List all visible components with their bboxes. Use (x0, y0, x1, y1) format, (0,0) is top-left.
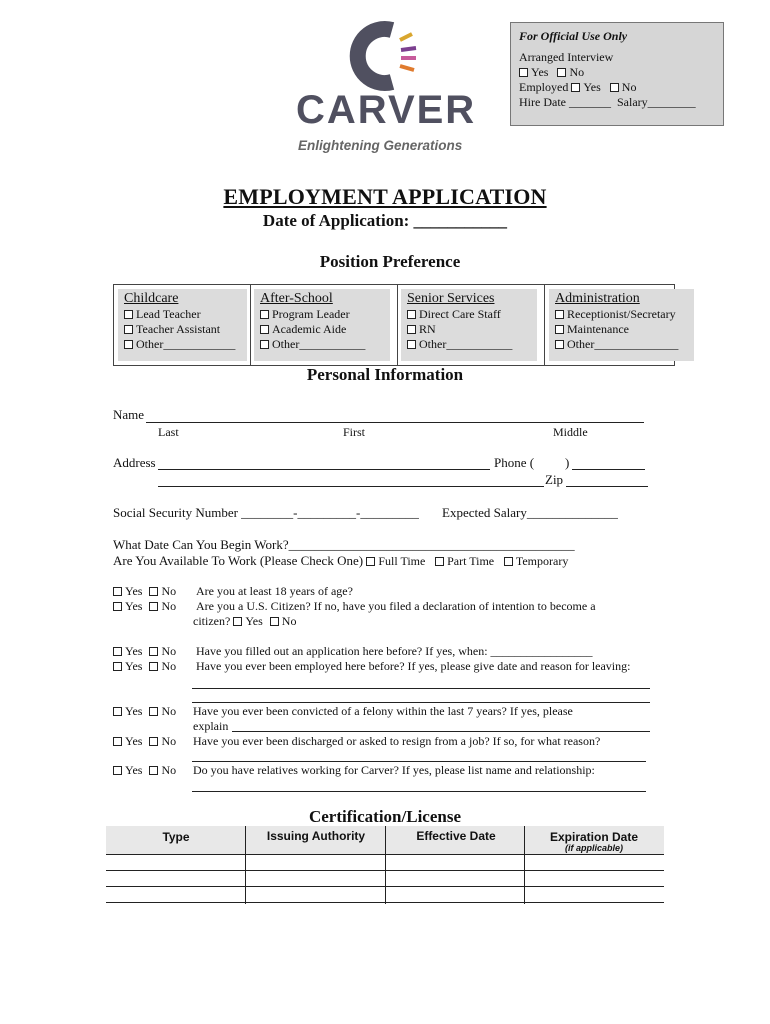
official-title: For Official Use Only (519, 29, 628, 43)
receptionist-label: Receptionist/Secretary (567, 307, 676, 321)
childcare-heading: Childcare (124, 291, 179, 306)
cert-row-line[interactable] (106, 854, 664, 855)
temporary-checkbox[interactable] (504, 557, 513, 566)
felony-no-checkbox[interactable] (149, 707, 158, 716)
position-column-after-school (254, 289, 390, 361)
phone-label: Phone ( (494, 455, 535, 470)
teacher-assistant-label: Teacher Assistant (136, 322, 221, 336)
cert-divider (524, 826, 525, 904)
availability-row (113, 553, 568, 569)
declaration-no-checkbox[interactable] (270, 617, 279, 626)
position-preference-heading: Position Preference (319, 252, 461, 271)
column-divider (544, 285, 545, 365)
direct-care-staff-checkbox[interactable] (407, 310, 416, 319)
name-middle-sublabel: Middle (553, 425, 588, 439)
expected-salary-field[interactable]: Expected Salary______________ (442, 505, 618, 520)
lead-teacher-checkbox[interactable] (124, 310, 133, 319)
no-label: No (161, 734, 177, 748)
direct-care-staff-label: Direct Care Staff (419, 307, 501, 321)
no-label: No (161, 763, 177, 777)
senior-other-label: Other___________ (419, 337, 513, 351)
employed-yes-label: Yes (583, 80, 601, 94)
question-relatives-text: Do you have relatives working for Carver? If yes, please list name and relationship: (193, 763, 595, 777)
relatives-yes-checkbox[interactable] (113, 766, 122, 775)
cert-note: (if applicable) (564, 843, 623, 853)
discharged-yes-checkbox[interactable] (113, 737, 122, 746)
yes-label: Yes (125, 763, 143, 777)
applied-no-checkbox[interactable] (149, 647, 158, 656)
address-label: Address (113, 455, 156, 470)
carver-logo (296, 18, 476, 158)
name-last-sublabel: Last (158, 425, 179, 439)
yes-label: Yes (125, 659, 143, 673)
position-column-senior-services (401, 289, 537, 361)
availability-label: Are You Available To Work (Please Check One) (113, 553, 364, 568)
employed-before-no-checkbox[interactable] (149, 662, 158, 671)
age-no-checkbox[interactable] (149, 587, 158, 596)
ssn-field[interactable]: Social Security Number ________-_________-_________ (113, 505, 419, 520)
administration-heading: Administration (555, 291, 640, 306)
position-preference-table (113, 284, 679, 366)
question-row-applied (113, 644, 176, 659)
cert-col-type: Type (162, 830, 190, 844)
employed-answer-line-1[interactable] (192, 688, 650, 689)
admin-other-checkbox[interactable] (555, 340, 564, 349)
arranged-yes-checkbox[interactable] (519, 68, 528, 77)
age-yes-checkbox[interactable] (113, 587, 122, 596)
program-leader-checkbox[interactable] (260, 310, 269, 319)
hire-date-field[interactable]: Hire Date _______ (519, 95, 611, 109)
salary-field[interactable]: Salary________ (616, 95, 696, 109)
date-of-application[interactable]: Date of Application: ___________ (262, 211, 508, 230)
academic-aide-label: Academic Aide (272, 322, 347, 336)
after-school-other-label: Other___________ (272, 337, 366, 351)
temporary-label: Temporary (515, 554, 569, 568)
question-citizen-text: Are you a U.S. Citizen? If no, have you filed a declaration of intention to become a (196, 599, 596, 613)
yes-label: Yes (125, 584, 143, 598)
cert-row-line[interactable] (106, 870, 664, 871)
employed-yes-checkbox[interactable] (571, 83, 580, 92)
admin-other-label: Other______________ (567, 337, 679, 351)
question-felony-explain: explain (193, 719, 229, 733)
employed-answer-line-2[interactable] (192, 702, 650, 703)
cert-col-issuing-authority: Issuing Authority (266, 829, 366, 843)
cert-col-effective-date: Effective Date (416, 829, 496, 843)
yes-label: Yes (125, 599, 143, 613)
lead-teacher-label: Lead Teacher (136, 307, 201, 321)
zip-label: Zip (545, 472, 564, 487)
full-time-label: Full Time (378, 554, 426, 568)
question-18-text: Are you at least 18 years of age? (196, 584, 353, 598)
academic-aide-checkbox[interactable] (260, 325, 269, 334)
no-label: No (161, 599, 177, 613)
question-felony-text: Have you ever been convicted of a felony within the last 7 years? If yes, please (193, 704, 573, 718)
name-first-sublabel: First (343, 425, 366, 439)
declaration-yes-checkbox[interactable] (233, 617, 242, 626)
employed-no-label: No (621, 80, 637, 94)
carver-c-icon (348, 20, 420, 92)
employed-before-yes-checkbox[interactable] (113, 662, 122, 671)
no-label: No (161, 644, 177, 658)
senior-other-checkbox[interactable] (407, 340, 416, 349)
tagline: Enlightening Generations (298, 138, 463, 153)
phone-close: ) (565, 455, 570, 470)
relatives-no-checkbox[interactable] (149, 766, 158, 775)
arranged-no-label: No (569, 65, 585, 79)
full-time-checkbox[interactable] (366, 557, 375, 566)
no-label: No (281, 614, 297, 628)
program-leader-label: Program Leader (272, 307, 350, 321)
begin-work-field[interactable]: What Date Can You Begin Work?____________________________________________ (113, 537, 575, 552)
arranged-no-checkbox[interactable] (557, 68, 566, 77)
teacher-assistant-checkbox[interactable] (124, 325, 133, 334)
arranged-interview-label: Arranged Interview (519, 50, 614, 64)
arranged-yes-label: Yes (531, 65, 549, 79)
name-label: Name (113, 407, 145, 422)
citizen-yes-checkbox[interactable] (113, 602, 122, 611)
childcare-other-label: Other____________ (136, 337, 236, 351)
question-row-discharged (113, 734, 176, 749)
relatives-answer-line[interactable] (192, 791, 646, 792)
maintenance-label: Maintenance (567, 322, 629, 336)
part-time-checkbox[interactable] (435, 557, 444, 566)
position-column-administration (549, 289, 694, 361)
question-applied-text: Have you filled out an application here before? If yes, when: _________________ (196, 644, 593, 658)
phone-line[interactable] (572, 469, 645, 470)
rn-label: RN (419, 322, 436, 336)
official-use-box (510, 22, 724, 126)
citizen-declaration-label: citizen? (193, 614, 231, 628)
question-row-citizen (113, 599, 176, 614)
question-row-employed (113, 659, 176, 674)
yes-label: Yes (245, 614, 263, 628)
no-label: No (161, 584, 177, 598)
maintenance-checkbox[interactable] (555, 325, 564, 334)
cert-col-expiration-date: Expiration Date (549, 830, 639, 844)
yes-label: Yes (125, 704, 143, 718)
column-divider (250, 285, 251, 365)
cert-row-line[interactable] (106, 886, 664, 887)
address-line[interactable] (158, 469, 490, 470)
senior-services-heading: Senior Services (407, 291, 495, 306)
question-row-felony (113, 704, 176, 719)
certification-heading: Certification/License (308, 807, 461, 826)
rn-checkbox[interactable] (407, 325, 416, 334)
question-employed-text: Have you ever been employed here before? If yes, please give date and reason for leaving: (196, 659, 631, 673)
question-row-relatives (113, 763, 176, 778)
felony-yes-checkbox[interactable] (113, 707, 122, 716)
cert-divider (245, 826, 246, 904)
after-school-other-checkbox[interactable] (260, 340, 269, 349)
receptionist-checkbox[interactable] (555, 310, 564, 319)
employed-no-checkbox[interactable] (610, 83, 619, 92)
yes-label: Yes (125, 734, 143, 748)
question-discharged-text: Have you ever been discharged or asked to resign from a job? If so, for what reason? (193, 734, 601, 748)
discharged-answer-line[interactable] (192, 761, 646, 762)
certification-table (106, 826, 664, 904)
position-column-childcare (118, 289, 247, 361)
name-line[interactable] (146, 422, 644, 423)
felony-answer-line[interactable] (232, 731, 650, 732)
cert-divider (385, 826, 386, 904)
childcare-other-checkbox[interactable] (124, 340, 133, 349)
question-row-18 (113, 584, 176, 599)
after-school-heading: After-School (260, 291, 333, 306)
zip-line[interactable] (566, 486, 648, 487)
employed-label: Employed (519, 80, 569, 94)
personal-information-heading: Personal Information (306, 365, 464, 384)
citizen-declaration-row (193, 614, 296, 629)
cert-row-line[interactable] (106, 902, 664, 903)
address-line-2[interactable] (158, 486, 544, 487)
yes-label: Yes (125, 644, 143, 658)
discharged-no-checkbox[interactable] (149, 737, 158, 746)
applied-yes-checkbox[interactable] (113, 647, 122, 656)
carver-wordmark: CARVER (296, 88, 477, 132)
column-divider (397, 285, 398, 365)
page-title: EMPLOYMENT APPLICATION (223, 184, 547, 209)
no-label: No (161, 659, 177, 673)
part-time-label: Part Time (447, 554, 495, 568)
citizen-no-checkbox[interactable] (149, 602, 158, 611)
no-label: No (161, 704, 177, 718)
